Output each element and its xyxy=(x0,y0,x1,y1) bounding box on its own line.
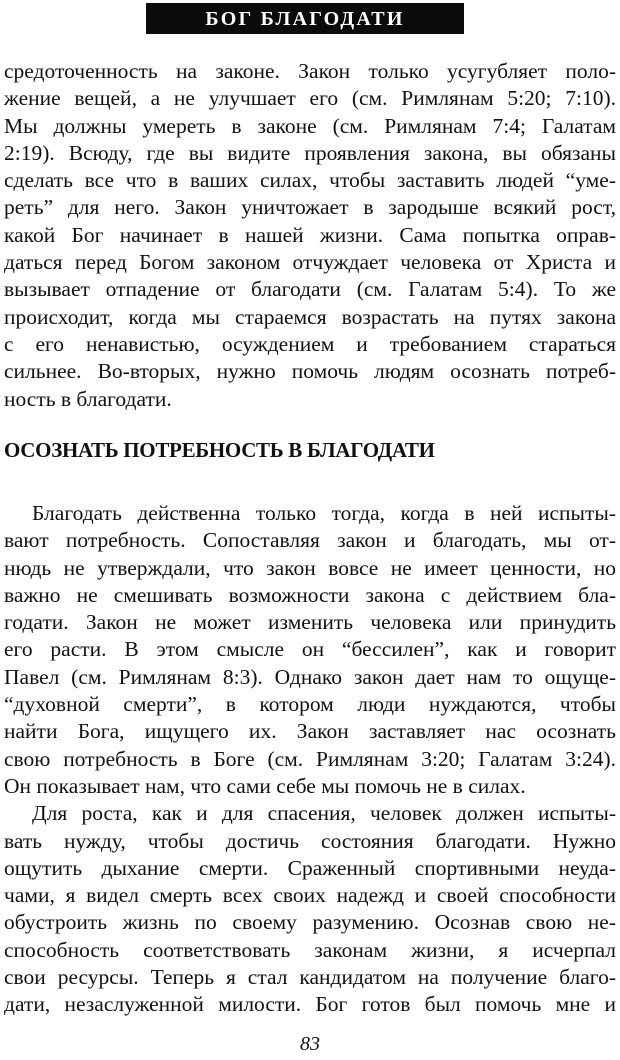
text-line: важно не смешивать возможности закона с действием бла- xyxy=(4,582,616,607)
text-line: ощутить дыхание смерти. Сраженный спортивными неуда- xyxy=(4,855,616,880)
text-line: его расти. В этом смысле он “бессилен”, как и говорит xyxy=(4,637,616,662)
text-line: Благодать действенна только тогда, когда в ней испыты- xyxy=(32,501,616,525)
text-line: сильнее. Во-вторых, нужно помочь людям осознать потреб- xyxy=(4,359,616,384)
text-line: свою потребность в Боге (см. Римлянам 3:20; Галатам 3:24). xyxy=(4,746,616,771)
text-line: обустроить жизнь по своему разумению. Осознав свою не- xyxy=(4,910,616,935)
text-line: вать нужду, чтобы достичь состояния благодати. Нужно xyxy=(4,828,616,853)
text-line: найти Бога, ищущего их. Закон заставляет нас осознать xyxy=(4,719,616,744)
text-line: Для роста, как и для спасения, человек должен испыты- xyxy=(32,801,616,826)
running-header-bar xyxy=(146,3,464,34)
running-header-title: БОГ БЛАГОДАТИ xyxy=(205,7,405,30)
text-line: вызывает отпадение от благодати (см. Галатам 5:4). То же xyxy=(4,277,616,302)
text-line: годати. Закон не может изменить человека или принудить xyxy=(4,610,616,635)
text-line: нюдь не утверждали, что закон вовсе не имеет ценности, но xyxy=(4,555,616,580)
text-line: чами, я видел смерть всех своих надежд и своей способности xyxy=(4,883,616,908)
text-line: средоточенность на законе. Закон только усугубляет поло- xyxy=(4,59,616,83)
text-line: свои ресурсы. Теперь я стал кандидатом на получение благо- xyxy=(4,965,616,990)
section-heading: ОСОЗНАТЬ ПОТРЕБНОСТЬ В БЛАГОДАТИ xyxy=(4,438,435,462)
text-line: способность соответствовать законам жизни, я исчерпал xyxy=(4,937,616,962)
text-line: дати, незаслуженной милости. Бог готов был помочь мне и xyxy=(4,992,616,1017)
text-line: какой Бог начинает в нашей жизни. Сама попытка оправ- xyxy=(4,222,616,247)
body-text-before-heading xyxy=(4,58,616,413)
text-line: вают потребность. Сопоставляя закон и благодать, мы от- xyxy=(4,528,616,553)
text-line: Мы должны умереть в законе (см. Римлянам 7:4; Галатам xyxy=(4,113,616,138)
text-line: с его ненавистью, осуждением и требованием стараться xyxy=(4,331,616,356)
text-line: 2:19). Всюду, где вы видите проявления закона, вы обязаны xyxy=(4,140,616,165)
text-line: даться перед Богом законом отчуждает человека от Христа и xyxy=(4,250,616,275)
body-text-after-heading xyxy=(4,500,616,1019)
text-line: Он показывает нам, что сами себе мы помочь не в силах. xyxy=(4,773,526,798)
text-line: ность в благодати. xyxy=(4,386,172,411)
text-line: “духовной смерти”, в котором люди нуждаются, чтобы xyxy=(4,692,616,717)
text-line: реть” для него. Закон уничтожает в зародыше всякий рост, xyxy=(4,195,616,220)
text-line: сделать все что в ваших силах, чтобы заставить людей “уме- xyxy=(4,168,616,193)
text-line: Павел (см. Римлянам 8:3). Однако закон дает нам то ощуще- xyxy=(4,664,616,689)
text-line: происходит, когда мы стараемся возрастать на путях закона xyxy=(4,304,616,329)
page-number: 83 xyxy=(300,1033,320,1055)
text-line: жение вещей, а не улучшает его (см. Римлянам 5:20; 7:10). xyxy=(4,86,616,111)
